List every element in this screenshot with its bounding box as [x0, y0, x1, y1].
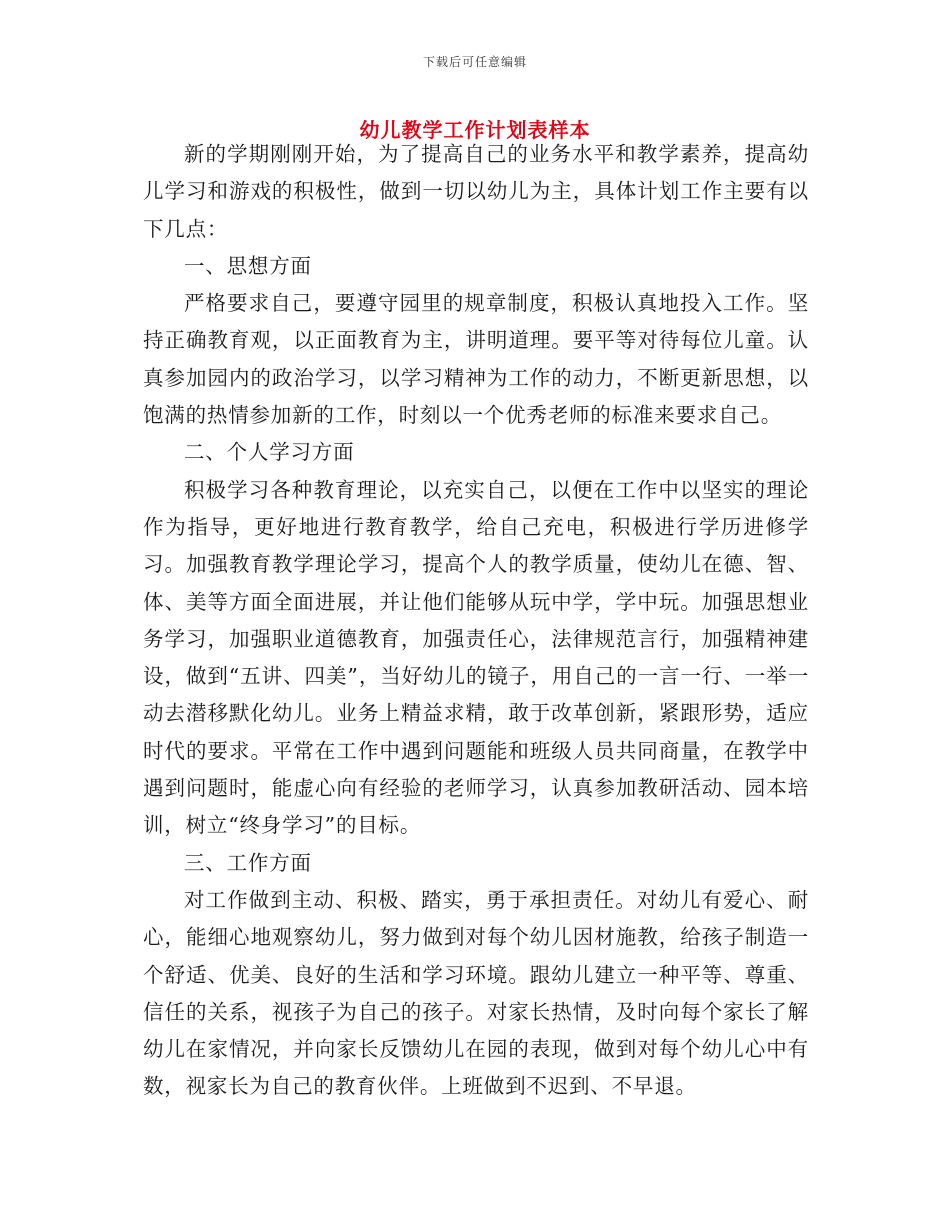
section-heading-study: 二、个人学习方面 [184, 440, 355, 465]
section-body-work: 对工作做到主动、积极、踏实，勇于承担责任。对幼儿有爱心、耐心，能细心地观察幼儿，努力做到对每个幼儿因材施教，给孩子制造一个舒适、优美、良好的生活和学习环境。跟幼儿建立一种平等、尊重、信任的关系，视孩子为自己的孩子。对家长热情，及时向每个家长了解幼儿在家情况，并向家长反馈幼儿在园的表现，做到对每个幼儿心中有数，视家长为自己的教育伙伴。上班做到不迟到、不早退。 [143, 887, 809, 1099]
document-title: 幼儿教学工作计划表样本 [359, 118, 591, 142]
section-heading-work: 三、工作方面 [184, 850, 312, 875]
document-body [143, 136, 809, 1106]
header-note: 下载后可任意编辑 [422, 55, 527, 69]
section-body-thought: 严格要求自己，要遵守园里的规章制度，积极认真地投入工作。坚持正确教育观，以正面教育为主，讲明道理。要平等对待每位儿童。认真参加园内的政治学习，以学习精神为工作的动力，不断更新思想，以饱满的热情参加新的工作，时刻以一个优秀老师的标准来要求自己。 [143, 291, 809, 428]
section-body-study: 积极学习各种教育理论，以充实自己，以便在工作中以坚实的理论作为指导，更好地进行教育教学，给自己充电，积极进行学历进修学习。加强教育教学理论学习，提高个人的教学质量，使幼儿在德、智、体、美等方面全面进展，并让他们能够从玩中学，学中玩。加强思想业务学习，加强职业道德教育，加强责任心，法律规范言行，加强精神建设，做到“五讲、四美”，当好幼儿的镜子，用自己的一言一行、一举一动去潜移默化幼儿。业务上精益求精，敢于改革创新，紧跟形势，适应时代的要求。平常在工作中遇到问题能和班级人员共同商量，在教学中遇到问题时，能虚心向有经验的老师学习，认真参加教研活动、园本培训，树立“终身学习”的目标。 [143, 477, 809, 838]
section-heading-thought: 一、思想方面 [184, 253, 312, 278]
intro-paragraph: 新的学期刚刚开始，为了提高自己的业务水平和教学素养，提高幼儿学习和游戏的积极性，做到一切以幼儿为主，具体计划工作主要有以下几点： [143, 142, 809, 241]
